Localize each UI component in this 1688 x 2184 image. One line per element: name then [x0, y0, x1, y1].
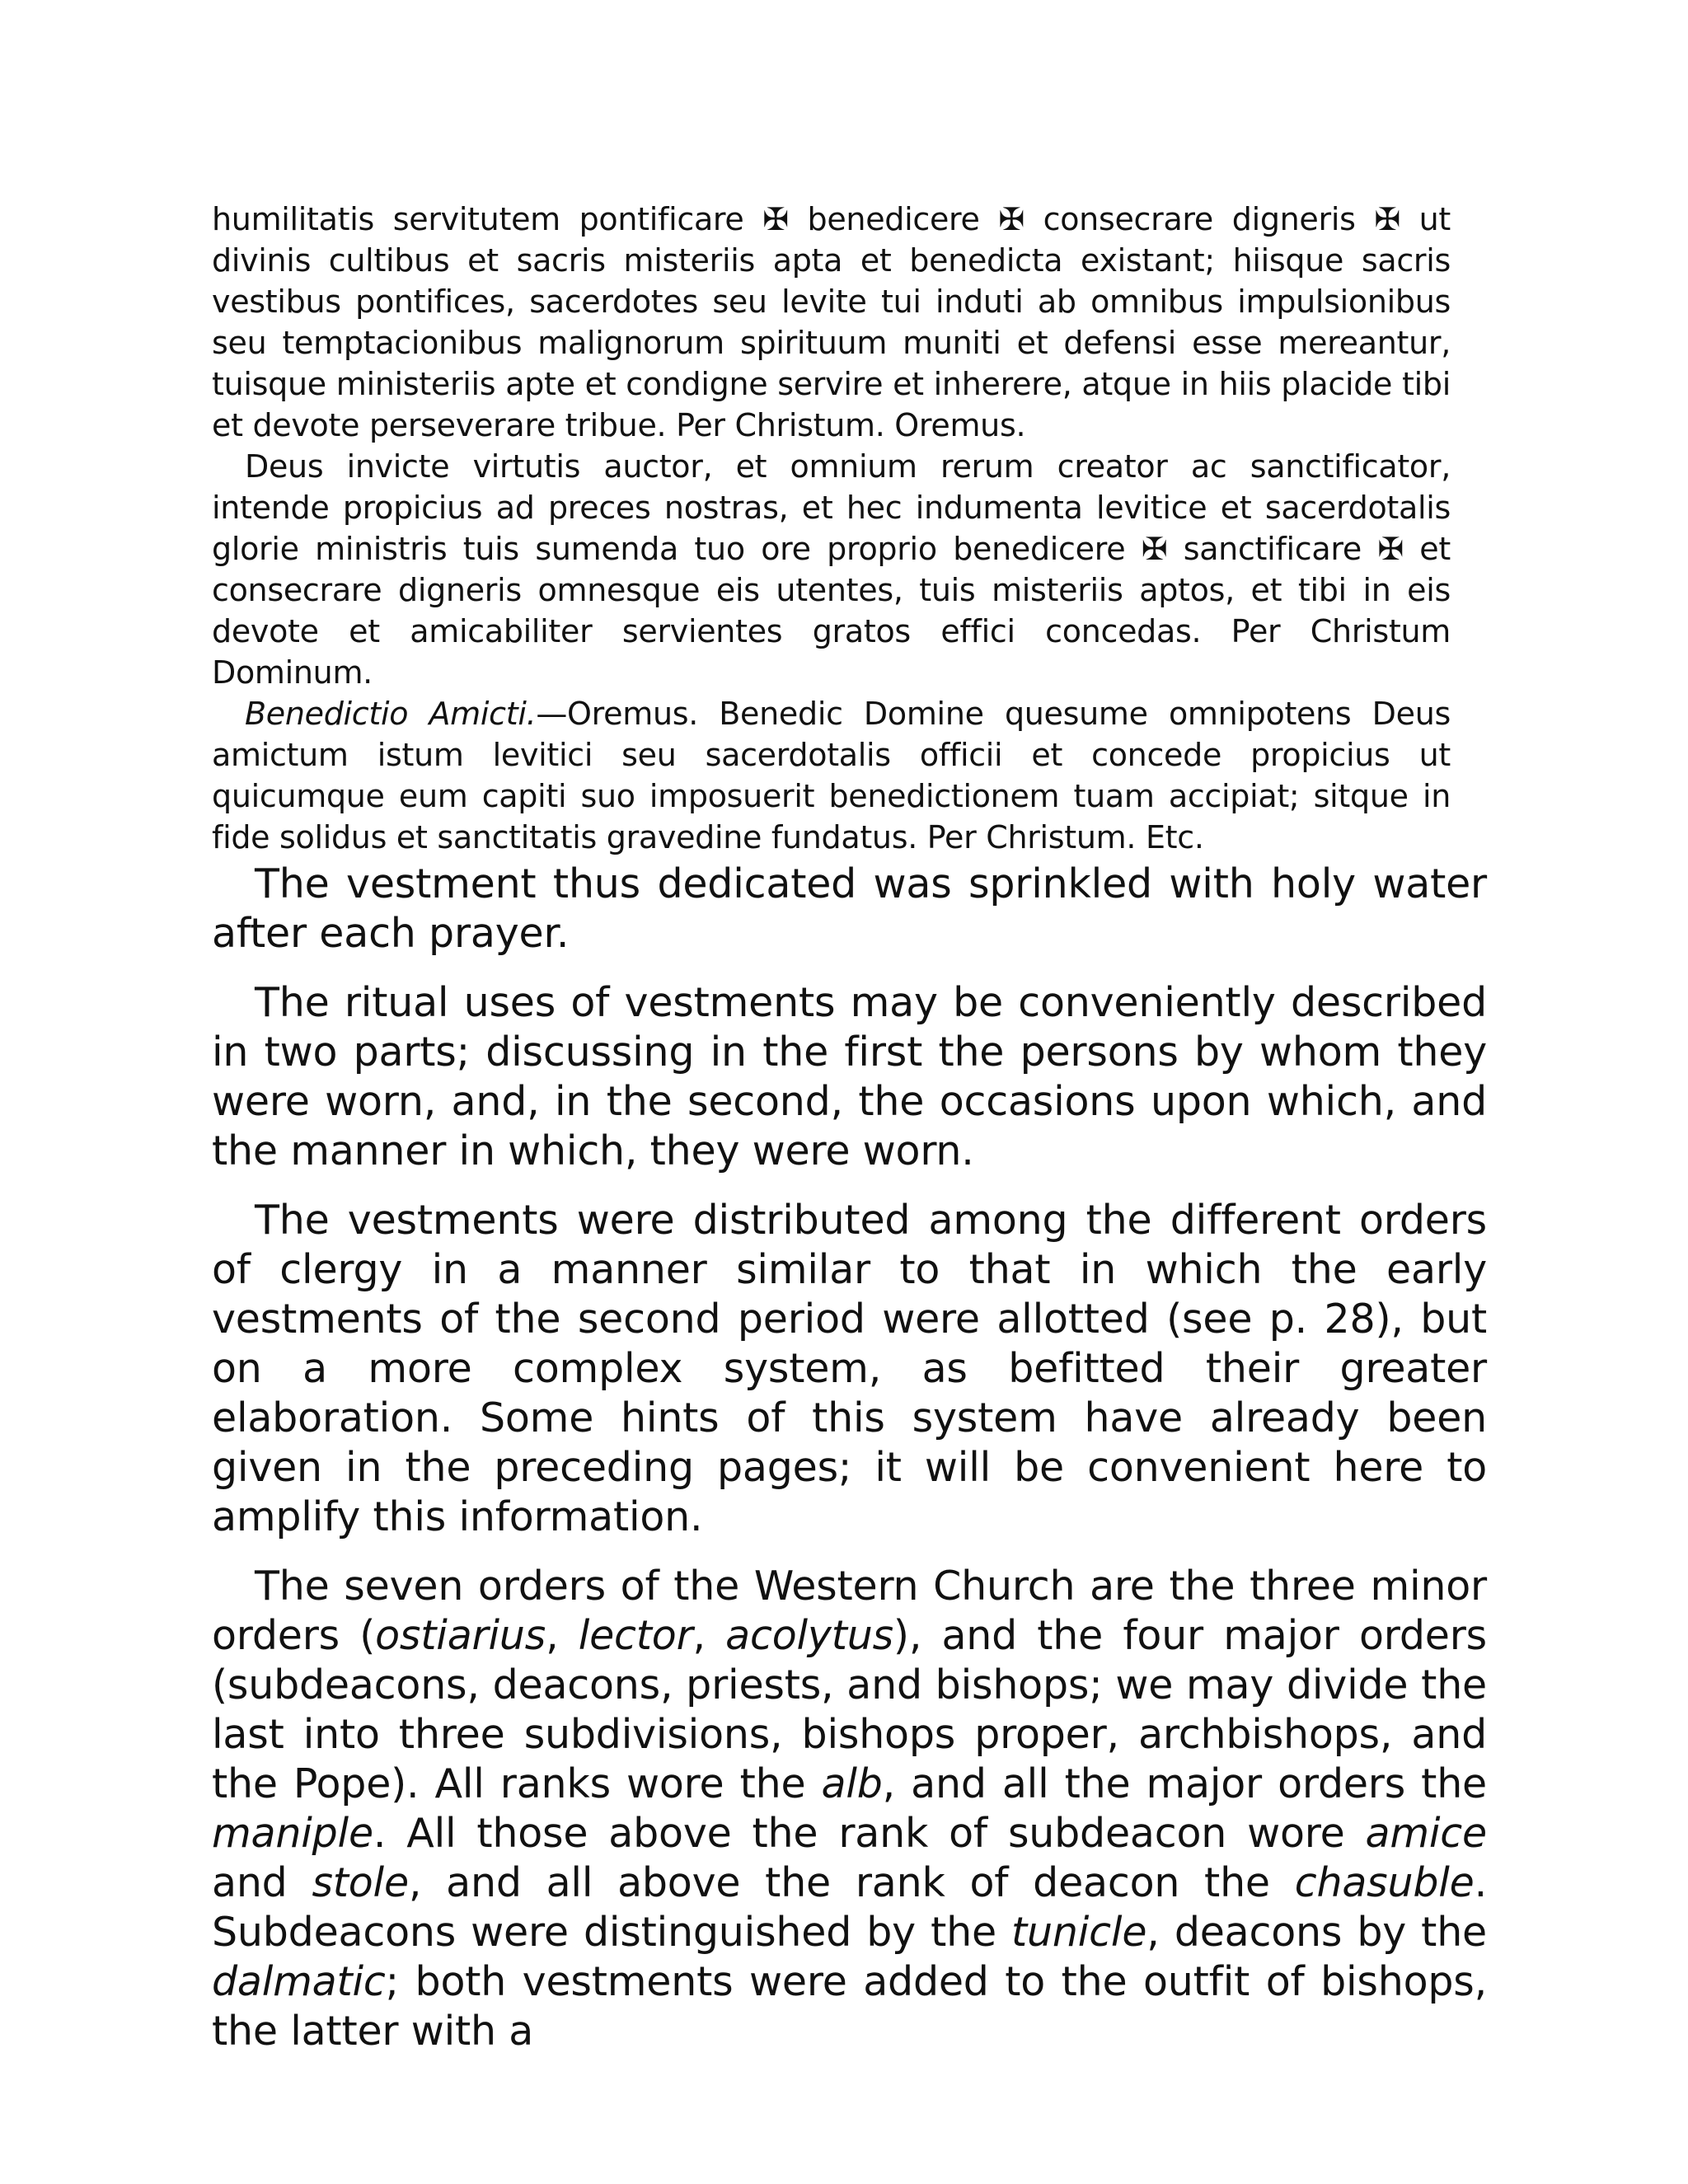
text-run: —Oremus. Benedic Domine quesume omnipotens Deus amictum istum levitici seu sacerdotalis officii et concede propicius ut quicumque eum capiti suo imposuerit benedictionem tuam accipiat; sitque in fide solidus et sanctitatis gravedine fundatus. Per Christum. Etc.: [212, 696, 1451, 855]
body-text-block: [212, 860, 1487, 2076]
body-paragraph: [212, 978, 1487, 1176]
italic-term: ostiarius: [375, 1612, 546, 1659]
italic-term: tunicle: [1011, 1909, 1147, 1956]
text-run: and: [212, 1859, 312, 1906]
text-run: , and all the major orders the: [882, 1760, 1487, 1807]
latin-prayer-paragraph: [212, 199, 1451, 446]
latin-prayer-block: [212, 199, 1451, 858]
italic-term: stole: [312, 1859, 409, 1906]
body-paragraph: [212, 860, 1487, 958]
text-run: ,: [692, 1612, 726, 1659]
italic-term: acolytus: [725, 1612, 893, 1659]
text-run: ,: [546, 1612, 579, 1659]
text-run: , deacons by the: [1146, 1909, 1487, 1956]
text-run: The ritual uses of vestments may be conveniently described in two parts; discussing in the first the persons by whom they were worn, and, in the second, the occasions upon which, and the manner in which, they were worn.: [212, 979, 1487, 1174]
text-run: humilitatis servitutem pontificare ✠ benedicere ✠ consecrare digneris ✠ ut divinis cultibus et sacris misteriis apta et benedicta existant; hiisque sacris vestibus pontifices, sacerdotes seu levite tui induti ab omnibus impulsionibus seu temptacionibus malignorum spirituum muniti et defensi esse mereantur, tuisque ministeriis apte et condigne servire et inherere, atque in hiis placide tibi et devote perseverare tribue. Per Christum. Oremus.: [212, 201, 1451, 443]
italic-term: lector: [578, 1612, 693, 1659]
body-paragraph: [212, 1196, 1487, 1542]
italic-term: amice: [1365, 1810, 1487, 1857]
text-run: , and all above the rank of deacon the: [408, 1859, 1295, 1906]
italic-term: alb: [821, 1760, 883, 1807]
text-run: ; both vestments were added to the outfit of bishops, the latter with a: [212, 1958, 1487, 2055]
latin-prayer-paragraph: [212, 446, 1451, 693]
italic-term: chasuble: [1294, 1859, 1475, 1906]
body-paragraph: [212, 1562, 1487, 2056]
text-run: . All those above the rank of subdeacon wore: [373, 1810, 1366, 1857]
text-run: The seven orders of the Western Church are the three minor orders (: [212, 1563, 1487, 1659]
text-run: The vestments were distributed among the different orders of clergy in a manner similar to that in which the early vestments of the second period were allotted (see p. 28), but on a more complex system, as befitted their greater elaboration. Some hints of this system have already been given in the preceding pages; it will be convenient here to amplify this information.: [212, 1197, 1487, 1540]
italic-term: dalmatic: [212, 1958, 386, 2005]
text-run: ), and the four major orders (subdeacons, deacons, priests, and bishops; we may divide the last into three subdivisions, bishops proper, archbishops, and the Pope). All ranks wore the: [212, 1612, 1487, 1807]
text-run: The vestment thus dedicated was sprinkled with holy water after each prayer.: [212, 860, 1487, 957]
text-run: . Subdeacons were distinguished by the: [212, 1859, 1487, 1956]
latin-prayer-paragraph: [212, 693, 1451, 858]
italic-term: Benedictio Amicti.: [245, 696, 537, 732]
text-run: Deus invicte virtutis auctor, et omnium rerum creator ac sanctificator, intende propicius ad preces nostras, et hec indumenta levitice et sacerdotalis glorie ministris tuis sumenda tuo ore proprio benedicere ✠ sanctificare ✠ et consecrare digneris omnesque eis utentes, tuis misteriis aptos, et tibi in eis devote et amicabiliter servientes gratos effici concedas. Per Christum Dominum.: [212, 448, 1451, 691]
italic-term: maniple: [212, 1810, 373, 1857]
